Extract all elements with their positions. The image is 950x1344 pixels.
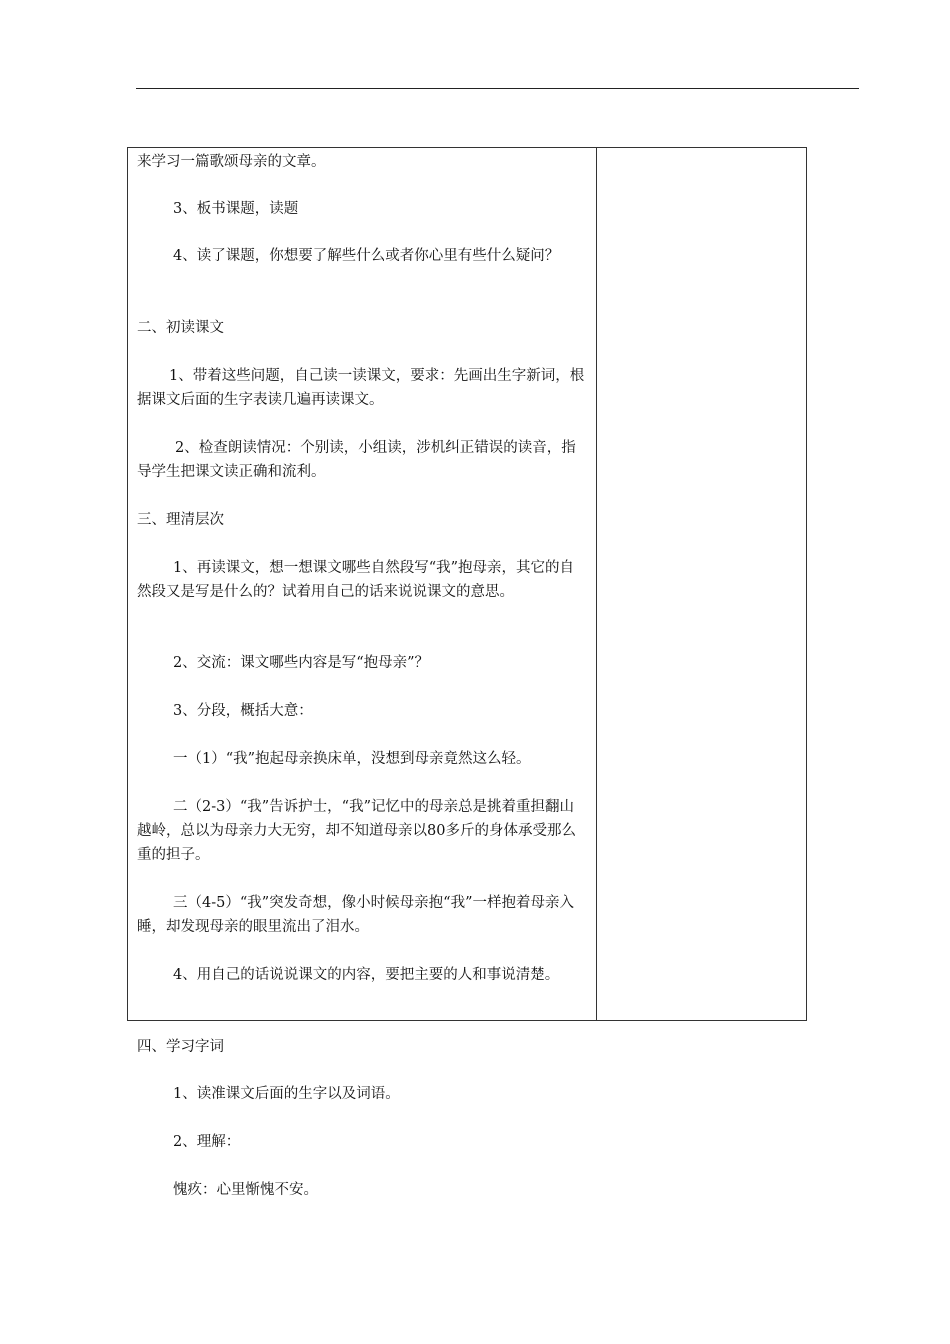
lesson-plan-table bbox=[127, 147, 807, 1198]
header-rule bbox=[136, 88, 859, 89]
paragraph-word-definition: 愧疚：心里惭愧不安。 bbox=[173, 1182, 318, 1198]
notes-cell bbox=[597, 148, 806, 1020]
paragraph-part-two: 二（2-3）“我”告诉护士，“我”记忆中的母亲总是挑着重担翻山越岭，总以为母亲力大无穷，却不知道母亲以80多斤的身体承受那么重的担子。 bbox=[137, 799, 576, 863]
section-heading-vocabulary: 四、学习字词 bbox=[137, 1039, 224, 1055]
paragraph-part-three: 三（4-5）“我”突发奇想，像小时候母亲抱“我”一样抱着母亲入睡，却发现母亲的眼里流出了泪水。 bbox=[137, 895, 574, 935]
paragraph-read-characters: 1、读准课文后面的生字以及词语。 bbox=[173, 1086, 400, 1102]
section-heading-first-reading: 二、初读课文 bbox=[137, 320, 224, 336]
paragraph-retell: 4、用自己的话说说课文的内容，要把主要的人和事说清楚。 bbox=[173, 967, 560, 983]
teaching-process-cell bbox=[137, 148, 586, 1198]
paragraph-check-reading: 2、检查朗读情况：个别读，小组读，涉机纠正错误的读音，指导学生把课文读正确和流利。 bbox=[137, 440, 576, 480]
section-heading-structure: 三、理清层次 bbox=[137, 512, 224, 528]
paragraph-part-one: 一（1）“我”抱起母亲换床单，没想到母亲竟然这么轻。 bbox=[173, 751, 531, 767]
paragraph-read-with-questions: 1、带着这些问题，自己读一读课文，要求：先画出生字新词，根据课文后面的生字表读几遍再读课文。 bbox=[137, 368, 585, 408]
paragraph-reread: 1、再读课文，想一想课文哪些自然段写“我”抱母亲，其它的自然段又是写是什么的？试着用自己的话来说说课文的意思。 bbox=[137, 560, 575, 600]
paragraph-segment-summary: 3、分段，概括大意： bbox=[173, 703, 313, 719]
paragraph-discussion: 2、交流：课文哪些内容是写“抱母亲”？ bbox=[173, 655, 430, 671]
paragraph-step-3-title: 3、板书课题，读题 bbox=[173, 201, 299, 217]
paragraph-understand: 2、理解： bbox=[173, 1134, 241, 1150]
paragraph-intro: 来学习一篇歌颂母亲的文章。 bbox=[137, 154, 326, 170]
paragraph-step-4-questions: 4、读了课题，你想要了解些什么或者你心里有些什么疑问？ bbox=[173, 248, 560, 264]
